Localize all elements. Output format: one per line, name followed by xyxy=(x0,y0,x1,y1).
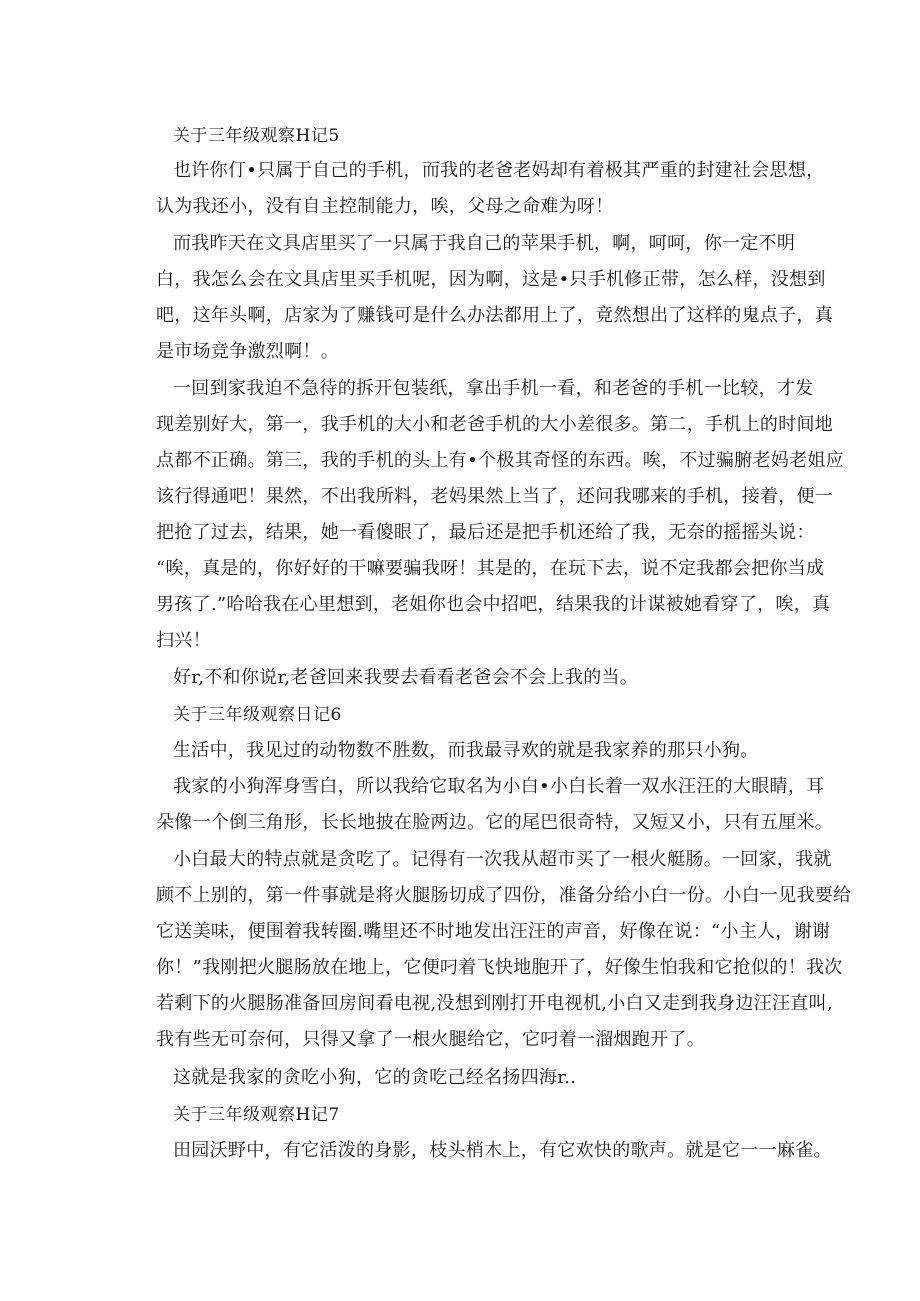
text-line: 也许你仃•只属于自己的手机，而我的老爸老妈却有着极其严重的封建社会思想， xyxy=(173,160,825,181)
text-line: 认为我还小，没有自主控制能力，唉，父母之命难为呀！ xyxy=(156,196,614,217)
text-line: 你！”我刚把火腿肠放在地上，它便叼着飞快地胞开了，好像生怕我和它抢似的！我次 xyxy=(156,957,843,978)
text-line: 现差别好大，第一，我手机的大小和老爸手机的大小差很多。第二，手机上的时间地 xyxy=(156,414,834,435)
text-line: 小白最大的特点就是贪吃了。记得有一次我从超市买了一根火艇肠。一回家，我就 xyxy=(173,849,832,870)
text-line: 我有些无可奈何，只得又拿了一根火腿给它，它叼着一溜烟跑开了。 xyxy=(156,1029,705,1050)
text-line: 男孩了.”哈哈我在心里想到，老姐你也会中招吧，结果我的计谋被她看穿了，唉，真 xyxy=(156,594,831,615)
diary-heading: 关于三年级观察H记7 xyxy=(173,1105,340,1125)
text-line: 朵像一个倒三角形，长长地披在脸两边。它的尾巴很奇特，又短又小，只有五厘米。 xyxy=(156,812,834,833)
text-line: 一回到家我迫不急待的拆开包装纸，拿出手机一看，和老爸的手机一比较，才发 xyxy=(173,378,814,399)
text-line: 它送美味，便围着我转圈.嘴里还不时地发出汪汪的声音，好像在说：“小主人，谢谢 xyxy=(156,921,831,942)
text-line: 把抢了过去，结果，她一看傻眼了，最后还是把手机还给了我，无奈的摇摇头说： xyxy=(156,522,815,543)
text-line: 而我昨天在文具店里买了一只属于我自己的苹果手机，啊，呵呵，你一定不明 xyxy=(173,233,796,254)
text-line: 顾不上别的，第一件事就是将火腿肠切成了四份，准备分给小白一份。小白一见我要给 xyxy=(156,885,852,906)
text-line: 吧，这年头啊，店家为了赚钱可是什么办法都用上了，竟然想出了这样的鬼点子，真 xyxy=(156,305,834,326)
text-line: 扫兴！ xyxy=(156,630,211,651)
text-line: 该行得通吧！果然，不出我所料，老妈果然上当了，还问我哪来的手机，接着，便一 xyxy=(156,486,834,507)
text-line: 点都不正确。第三，我的手机的头上有•个极其奇怪的东西。唉，不过骗腑老妈老姐应 xyxy=(156,450,845,471)
diary-heading: 关于三年级观察H记5 xyxy=(173,126,340,146)
text-line: 好r,不和你说r,老爸回来我要去看看老爸会不会上我的当。 xyxy=(173,667,639,688)
text-line: 若剩下的火腿肠准备回房间看电视,没想到刚打开电视机,小白又走到我身边汪汪直叫, xyxy=(156,993,833,1014)
text-line: 是市场竞争激烈啊！。 xyxy=(156,341,339,362)
text-line: 白，我怎么会在文具店里买手机呢，因为啊，这是•只手机修正带，怎么样，没想到 xyxy=(156,269,826,290)
text-line: 田园沃野中，有它活泼的身影，枝头梢木上，有它欢快的歌声。就是它一一麻雀。 xyxy=(173,1140,832,1161)
text-line: 这就是我家的贪吃小狗，它的贪吃己经名扬四海r.. xyxy=(173,1067,577,1088)
text-line: “唉，真是的，你好好的干嘛要骗我呀！其是的，在玩下去，说不定我都会把你当成 xyxy=(156,558,825,579)
diary-heading: 关于三年级观察日记6 xyxy=(173,705,342,725)
text-line: 我家的小狗浑身雪白，所以我给它取名为小白•小白长着一双水汪汪的大眼睛，耳 xyxy=(173,776,825,797)
text-line: 生活中，我见过的动物数不胜数，而我最寻欢的就是我家养的那只小狗。 xyxy=(173,740,759,761)
